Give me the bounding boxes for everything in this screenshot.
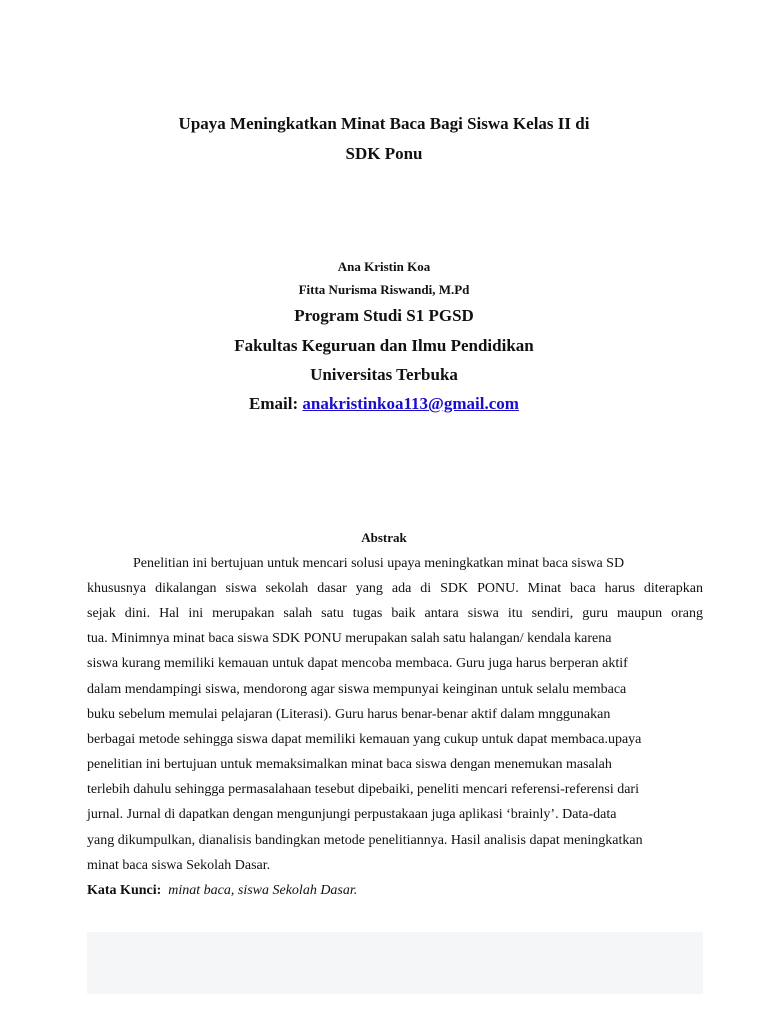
faculty-name: Fakultas Keguruan dan Ilmu Pendidikan: [234, 336, 534, 355]
author-name-1: Ana Kristin Koa: [337, 259, 431, 274]
email-line: [0, 394, 768, 414]
program-name: Program Studi S1 PGSD: [294, 306, 474, 325]
email-label: Email:: [249, 394, 303, 413]
keywords-value: minat baca, siswa Sekolah Dasar.: [168, 883, 358, 898]
author-name-2: Fitta Nurisma Riswandi, M.Pd: [298, 282, 470, 297]
abstract-line: tua. Minimnya minat baca siswa SDK PONU merupakan salah satu halangan/ kendala karena: [87, 631, 612, 646]
email-link[interactable]: anakristinkoa113@gmail.com: [302, 394, 519, 413]
abstract-line: berbagai metode sehingga siswa dapat memiliki kemauan yang cukup untuk dapat membaca.upaya: [87, 732, 642, 747]
abstract-line: terlebih dahulu sehingga permasalahaan tesebut dipebaiki, peneliti mencari referensi-referensi dari: [87, 782, 639, 797]
abstract-line: khususnya dikalangan siswa sekolah dasar yang ada di SDK PONU. Minat baca harus diterapkan: [87, 581, 703, 596]
page-footer-band: [87, 932, 703, 994]
abstract-line: sejak dini. Hal ini merupakan salah satu tugas baik antara siswa itu sendiri, guru maupun orang: [87, 606, 703, 621]
abstract-heading: Abstrak: [361, 530, 407, 545]
abstract-line: penelitian ini bertujuan untuk memaksimalkan minat baca siswa dengan menemukan masalah: [87, 757, 612, 772]
abstract-line: dalam mendampingi siswa, mendorong agar siswa mempunyai keinginan untuk selalu membaca: [87, 682, 627, 697]
keywords-label: Kata Kunci:: [87, 883, 162, 898]
abstract-line: yang dikumpulkan, dianalisis bandingkan metode penelitiannya. Hasil analisis dapat meningkatkan: [87, 833, 643, 848]
abstract-line: minat baca siswa Sekolah Dasar.: [87, 858, 271, 873]
keywords-line: [87, 882, 703, 899]
paper-title-line-1: Upaya Meningkatkan Minat Baca Bagi Siswa Kelas II di: [178, 114, 590, 133]
abstract-line: buku sebelum memulai pelajaran (Literasi). Guru harus benar-benar aktif dalam mnggunakan: [87, 707, 611, 722]
abstract-line: jurnal. Jurnal di dapatkan dengan mengunjungi perpustakaan juga aplikasi ‘brainly’. Data-data: [87, 807, 617, 822]
paper-title-line-2: SDK Ponu: [345, 144, 423, 163]
abstract-line: siswa kurang memiliki kemauan untuk dapat mencoba membaca. Guru juga harus berperan aktif: [87, 656, 628, 671]
abstract-line: Penelitian ini bertujuan untuk mencari solusi upaya meningkatkan minat baca siswa SD: [133, 556, 625, 571]
university-name: Universitas Terbuka: [310, 365, 458, 384]
